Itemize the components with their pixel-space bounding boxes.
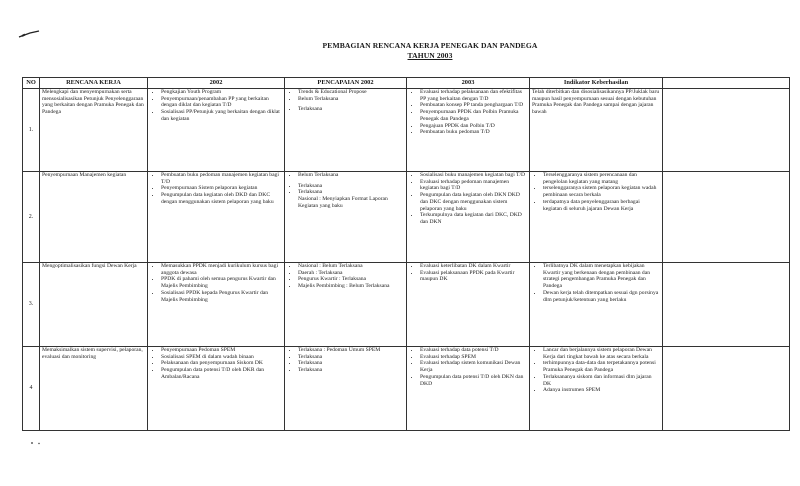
list-item: • Dewan kerja telah ditempatkan sesuai dgn porsinya dlm petunjuk/ketentuan yang berlaku — [543, 290, 660, 303]
rencana-cell: Mengoptimalisasikan fungsi Dewan Kerja — [40, 263, 148, 347]
list-item: • Evaluasi terhadap data potensi T/D — [420, 347, 527, 354]
list-item: • terselenggaranya sistem pelaporan kegiatan wadah pembinaan secara berkala — [543, 185, 660, 198]
list-item: • Penyempurnaan Pedoman SPEM — [161, 347, 282, 354]
list-item: • Terselenggaranya sistem perencanaan dan pengelolan kegiatan yang matang — [543, 172, 660, 185]
list-item: • Pengurus Kwartir : Terlaksana — [298, 276, 404, 283]
y2003-cell — [407, 263, 530, 347]
row-number: 2. — [23, 172, 40, 263]
list-item: • Terlaksananya siskom dan informasi dlm jajaran DK — [543, 374, 660, 387]
list-item: • Adanya instrumen SPEM — [543, 387, 660, 394]
pencapaian-cell — [285, 89, 407, 172]
list-item: • Belum Terlaksana — [298, 96, 404, 103]
col-header-2002: 2002 — [148, 78, 285, 89]
list-item: • Evaluasi keterlibatan DK dalam Kwartir — [420, 263, 527, 270]
list-item: • Memasukkan PPDK menjadi kurikulum kursus bagi anggota dewasa — [161, 263, 282, 276]
pencapaian-cell — [285, 347, 407, 431]
document-title: PEMBAGIAN RENCANA KERJA PENEGAK DAN PANDEGA — [322, 41, 538, 50]
list-item: • Pembuatan buku pedoman manajemen kegiatan bagi T/D — [161, 172, 282, 185]
list-item: • Belum Terlaksana — [298, 172, 404, 179]
list-item: • Lancar dan berjalannya sistem pelaporan Dewan Kerja dari tingkat bawah ke atas secara berkala — [543, 347, 660, 360]
row-number: 4 — [23, 347, 40, 431]
rencana-cell: Penyempurnaan Manajemen kegiatan — [40, 172, 148, 263]
col-header-2003: 2003 — [407, 78, 530, 89]
empty-cell — [663, 172, 790, 263]
list-item: • Terlaksana : Pedoman Umum SPEM — [298, 347, 404, 354]
list-item: • Terlaksana — [298, 106, 404, 113]
rencana-cell: Memaksimalkan sistem supervisi, pelaporan, evaluasi dan monitoring — [40, 347, 148, 431]
list-item: • Pengajuan PPDK dan Polbin T/D — [420, 123, 527, 130]
list-item: • Pelaksanaan dan penyempurnaan Siskom DK — [161, 360, 282, 367]
indikator-cell — [530, 347, 663, 431]
list-item: • PPDK di pahami oleh semua pengurus Kwartir dan Majelis Pembimbing — [161, 276, 282, 289]
table-row — [23, 172, 790, 263]
list-item: Nasional : Menyiapkan Format Laporan — [298, 196, 388, 203]
list-item: • Pengumpulan data potensi T/D oleh DKN dan DKD — [420, 374, 527, 387]
pen-scribble-mark — [18, 30, 40, 38]
list-item: Kegiatan yang baku — [298, 202, 343, 209]
list-item: • Pengumpulan data kegiatan oleh DKD dan DKC dengan menggunakan sistem pelaporan yang baku — [161, 192, 282, 205]
list-item: • terhimpunnya data-data dan terpetakannya potensi Pramuka Penegak dan Pandega — [543, 360, 660, 373]
list-item: • Pembuatan buku pedoman T/D — [420, 129, 527, 136]
list-item: • Sosialisasi PP/Petunjuk yang berkaitan dengan diklat dan kegiatan — [161, 109, 282, 122]
list-item: • Evaluasi terhadap pelaksanaan dan efektifitas PP yang berkaitan dengan T/D — [420, 89, 527, 102]
table-row — [23, 347, 790, 431]
col-header-no: NO — [23, 78, 40, 89]
list-item: • Evaluasi terhadap sistem komunikasi Dewan Kerja — [420, 360, 527, 373]
empty-cell — [663, 263, 790, 347]
list-item: • Penyempurnaan PPDK dan Polbin Pramuka Penegak dan Pandega — [420, 109, 527, 122]
table-header-row — [23, 78, 790, 89]
col-header-rencana: RENCANA KERJA — [40, 78, 148, 89]
col-header-empty — [663, 78, 790, 89]
empty-cell — [663, 347, 790, 431]
y2003-cell — [407, 347, 530, 431]
indikator-cell — [530, 172, 663, 263]
list-item: • Sosialisasi SPEM di dalam wadah binaan — [161, 354, 282, 361]
y2002-cell — [148, 263, 285, 347]
indikator-text: Telah diterbitkan dan disosialisasikannya PP/Juklak baru maupun hasil penyempurnaan sesuai dengan kebutuhan Pramuka Penegak dan Pandega sampai dengan jajaran bawah — [532, 89, 660, 116]
list-item: • Penyempurnaan/penambahan PP yang berkaitan dengan diklat dan kegiatan T/D — [161, 96, 282, 109]
work-plan-table — [22, 77, 790, 431]
list-item: • Pengumpulan data kegiatan oleh DKN DKD dan DKC dengan menggunakan sistem pelaporan yang baku — [420, 192, 527, 212]
list-item: • Terlaksana — [298, 360, 404, 367]
list-item: • Pengumpulan data potensi T/D oleh DKR dan Ambalan/Racana — [161, 367, 282, 380]
list-item: • Evaluasi terhadap SPEM — [420, 354, 527, 361]
table-row — [23, 263, 790, 347]
pencapaian-cell — [285, 172, 407, 263]
list-item: • terdapatnya data penyelenggaraan berbagai kegiatan di seluruh jajaran Dewan Kerja — [543, 199, 660, 212]
table-row — [23, 89, 790, 172]
indikator-cell — [530, 89, 663, 172]
row-number: 3. — [23, 263, 40, 347]
list-item: • Evaluasi pelaksanaan PPDK pada Kwartir maupun DK — [420, 270, 527, 283]
y2002-cell — [148, 347, 285, 431]
list-item: • Terlaksana — [298, 183, 404, 190]
list-item: • Terlaksana — [298, 354, 404, 361]
y2002-cell — [148, 172, 285, 263]
col-header-indikator: Indikator Keberhasilan — [530, 78, 663, 89]
list-item: • Daerah : Terlaksana — [298, 270, 404, 277]
list-item: • Pembuatan konsep PP tanda penghargaan T/D — [420, 102, 527, 109]
document-subtitle: TAHUN 2003 — [407, 51, 453, 60]
list-item: • Sosialisasi buku manajemen kegiatan bagi T/D — [420, 172, 527, 179]
col-header-pencapaian: PENCAPAIAN 2002 — [285, 78, 407, 89]
list-item: • Penyempurnaan Sistem pelaporan kegiatan — [161, 185, 282, 192]
list-item: • Nasional : Belum Terlaksana — [298, 263, 404, 270]
list-item: • Majelis Pembimbing : Belum Terlaksana — [298, 283, 404, 290]
list-item: • Terlaksana — [298, 367, 404, 374]
list-item: • Evaluasi terhadap pedoman manajemen kegiatan bagi T/D — [420, 179, 527, 192]
list-item: • Sosialisasi PPDK kepada Pengurus Kwartir dan Majelis Pembimbing — [161, 290, 282, 303]
indikator-cell — [530, 263, 663, 347]
empty-cell — [663, 89, 790, 172]
list-item: • Terkumpulnya data kegiatan dari DKC, DKD dan DKN — [420, 212, 527, 225]
y2002-cell — [148, 89, 285, 172]
scan-speck-mark — [30, 441, 46, 445]
pencapaian-cell — [285, 263, 407, 347]
list-item: • Terlaksana — [298, 189, 404, 196]
list-item: • Trends & Educational Propose — [298, 89, 404, 96]
rencana-cell: Melengkapi dan menyempurnakan serta mensosialisasikan Petunjuk Penyelenggaraan yang berkaitan dengan Pramuka Penegak dan Pandega — [40, 89, 148, 172]
y2003-cell — [407, 89, 530, 172]
y2003-cell — [407, 172, 530, 263]
row-number: 1. — [23, 89, 40, 172]
list-item: • Terlibatnya DK dalam menetapkan kebijakan Kwartir yang berkenaan dengan pembinaan dan strategi pengembangan Pramuka Penegak dan Pandega — [543, 263, 660, 290]
list-item: • Pengkajian Youth Program — [161, 89, 282, 96]
